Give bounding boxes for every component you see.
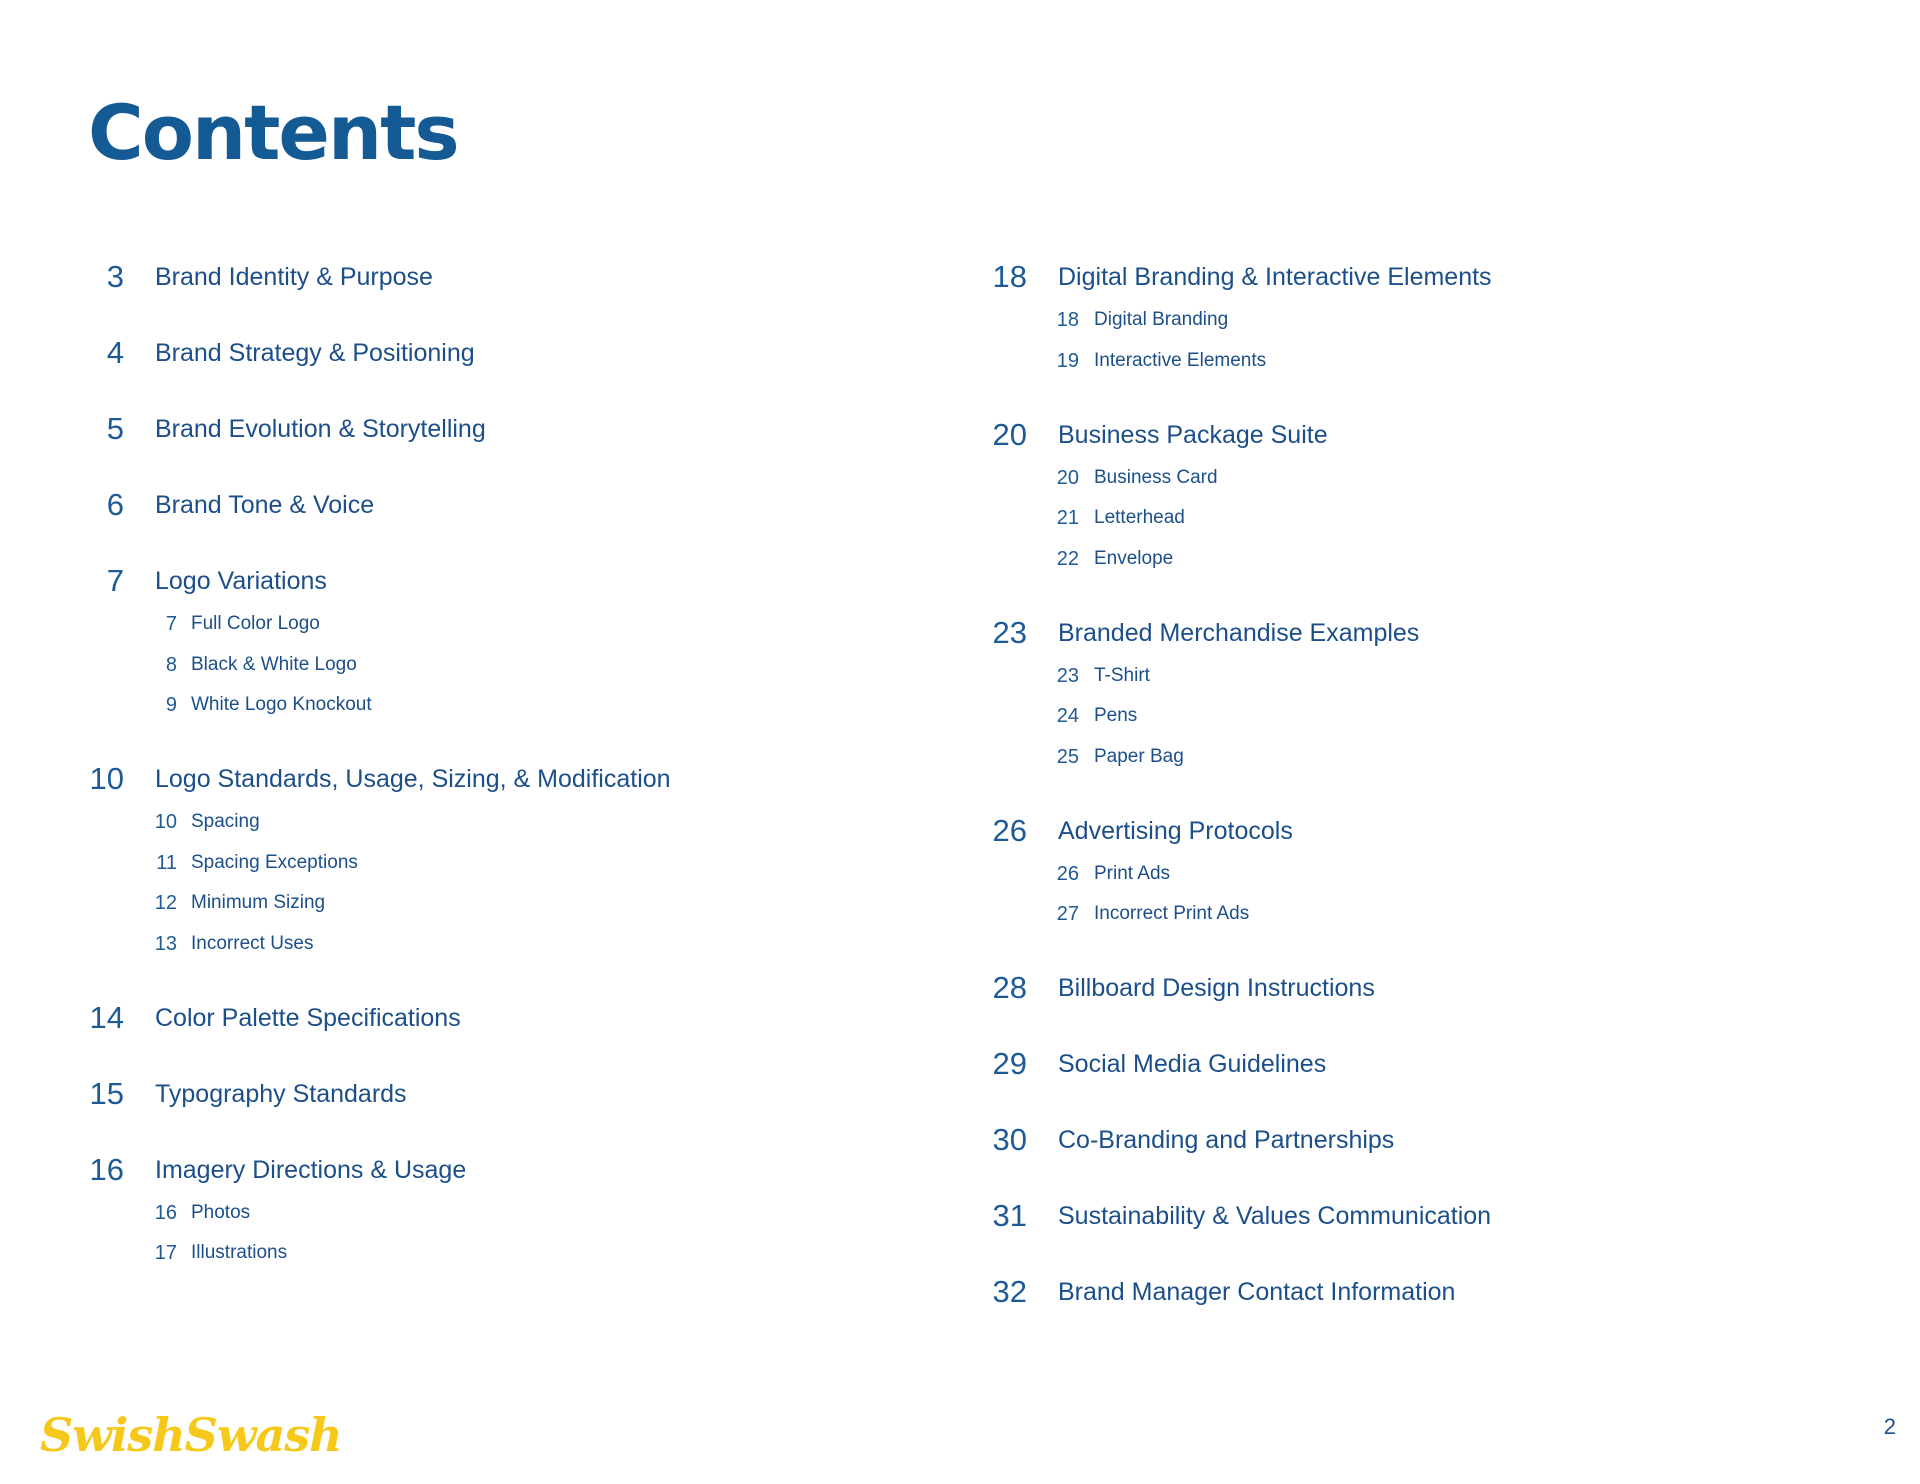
toc-subentry-title: Business Card (1094, 466, 1218, 488)
toc-subentry-title: Incorrect Print Ads (1094, 903, 1250, 924)
toc-entry-title: Advertising Protocols (1058, 816, 1293, 845)
toc-entry-title: Digital Branding & Interactive Elements (1058, 263, 1492, 291)
toc-entry-page: 3 (106, 259, 124, 294)
toc-entry-page: 6 (106, 487, 124, 522)
toc-entry-title: Color Palette Specifications (155, 1003, 461, 1032)
toc-subentry-page: 24 (1056, 705, 1079, 727)
brand-logo: SwishSwash (40, 1408, 342, 1462)
toc-entry-page: 10 (89, 761, 124, 796)
toc-subentry-title: Minimum Sizing (191, 892, 326, 913)
toc-subentry-page: 20 (1056, 466, 1079, 489)
toc-subentry-page: 21 (1056, 507, 1079, 529)
toc-subentry-title: Spacing (191, 811, 260, 832)
page-number: 2 (1883, 1414, 1896, 1439)
toc-subentry-page: 27 (1056, 903, 1079, 925)
toc-entry-title: Business Package Suite (1058, 420, 1328, 449)
toc-entry-title: Brand Identity & Purpose (155, 263, 433, 291)
toc-subentry-page: 16 (154, 1201, 177, 1224)
toc-subentry-page: 19 (1056, 349, 1079, 372)
toc-entry-title: Brand Evolution & Storytelling (155, 415, 486, 443)
toc-subentry-title: Paper Bag (1094, 745, 1184, 767)
toc-subentry-page: 11 (156, 851, 177, 874)
toc-entry-title: Branded Merchandise Examples (1058, 618, 1420, 647)
toc-entry-title: Sustainability & Values Communication (1058, 1202, 1492, 1230)
toc-subentry-title: Envelope (1094, 547, 1174, 569)
toc-subentry-page: 8 (165, 653, 177, 676)
toc-subentry-title: Print Ads (1094, 862, 1171, 884)
toc-entry-page: 4 (106, 335, 124, 370)
toc-entry-title: Brand Manager Contact Information (1058, 1278, 1456, 1306)
toc-subentry-page: 12 (154, 892, 177, 914)
toc-entry-page: 20 (992, 416, 1027, 452)
toc-subentry-title: Incorrect Uses (191, 932, 314, 954)
toc-entry-page: 7 (106, 563, 124, 598)
toc-entry-page: 15 (89, 1075, 124, 1111)
toc-subentry-title: Spacing Exceptions (191, 851, 358, 873)
toc-entry-title: Co-Branding and Partnerships (1058, 1126, 1395, 1154)
toc-entry-page: 23 (992, 614, 1027, 650)
toc-subentry-page: 9 (165, 694, 177, 716)
toc-entry-title: Social Media Guidelines (1058, 1050, 1327, 1078)
toc-subentry-page: 13 (154, 932, 177, 955)
toc-subentry-title: White Logo Knockout (191, 694, 372, 715)
toc-entry-title: Brand Strategy & Positioning (155, 339, 475, 367)
toc-entry-title: Imagery Directions & Usage (155, 1155, 467, 1184)
toc-subentry-title: Full Color Logo (191, 613, 320, 634)
toc-subentry-page: 23 (1056, 664, 1079, 687)
toc-subentry-page: 10 (154, 811, 177, 833)
toc-subentry-title: Black & White Logo (191, 653, 357, 675)
toc-entry-title: Brand Tone & Voice (155, 491, 375, 519)
toc-subentry-page: 25 (1056, 745, 1079, 768)
toc-entry-title: Logo Variations (155, 567, 327, 595)
toc-entry-title: Logo Standards, Usage, Sizing, & Modification (155, 765, 671, 793)
toc-subentry-title: Illustrations (191, 1242, 288, 1263)
toc-entry-title: Typography Standards (155, 1079, 407, 1108)
toc-subentry-page: 17 (154, 1242, 177, 1264)
toc-entry-page: 5 (106, 411, 124, 446)
toc-entry-title: Billboard Design Instructions (1058, 974, 1375, 1002)
toc-subentry-page: 18 (1056, 309, 1079, 331)
toc-subentry-title: Digital Branding (1094, 309, 1229, 330)
page-title: Contents (88, 88, 458, 177)
toc-subentry-title: Interactive Elements (1094, 349, 1267, 371)
toc-entry-page: 29 (992, 1046, 1027, 1081)
toc-entry-page: 26 (992, 812, 1027, 848)
toc-entry-page: 30 (992, 1122, 1027, 1157)
toc-entry-page: 16 (89, 1151, 124, 1187)
toc-subentry-title: Photos (191, 1201, 251, 1223)
toc-entry-page: 14 (89, 999, 124, 1035)
toc-entry-page: 28 (992, 970, 1027, 1005)
toc-entry-page: 18 (992, 259, 1027, 294)
toc-subentry-page: 7 (165, 613, 177, 635)
toc-entry-page: 32 (992, 1274, 1027, 1309)
toc-subentry-page: 26 (1056, 862, 1079, 885)
toc-entry-page: 31 (992, 1198, 1027, 1233)
toc-subentry-title: Pens (1094, 705, 1138, 726)
toc-subentry-page: 22 (1056, 547, 1079, 570)
toc-subentry-title: Letterhead (1094, 507, 1185, 528)
toc-subentry-title: T-Shirt (1094, 664, 1150, 686)
